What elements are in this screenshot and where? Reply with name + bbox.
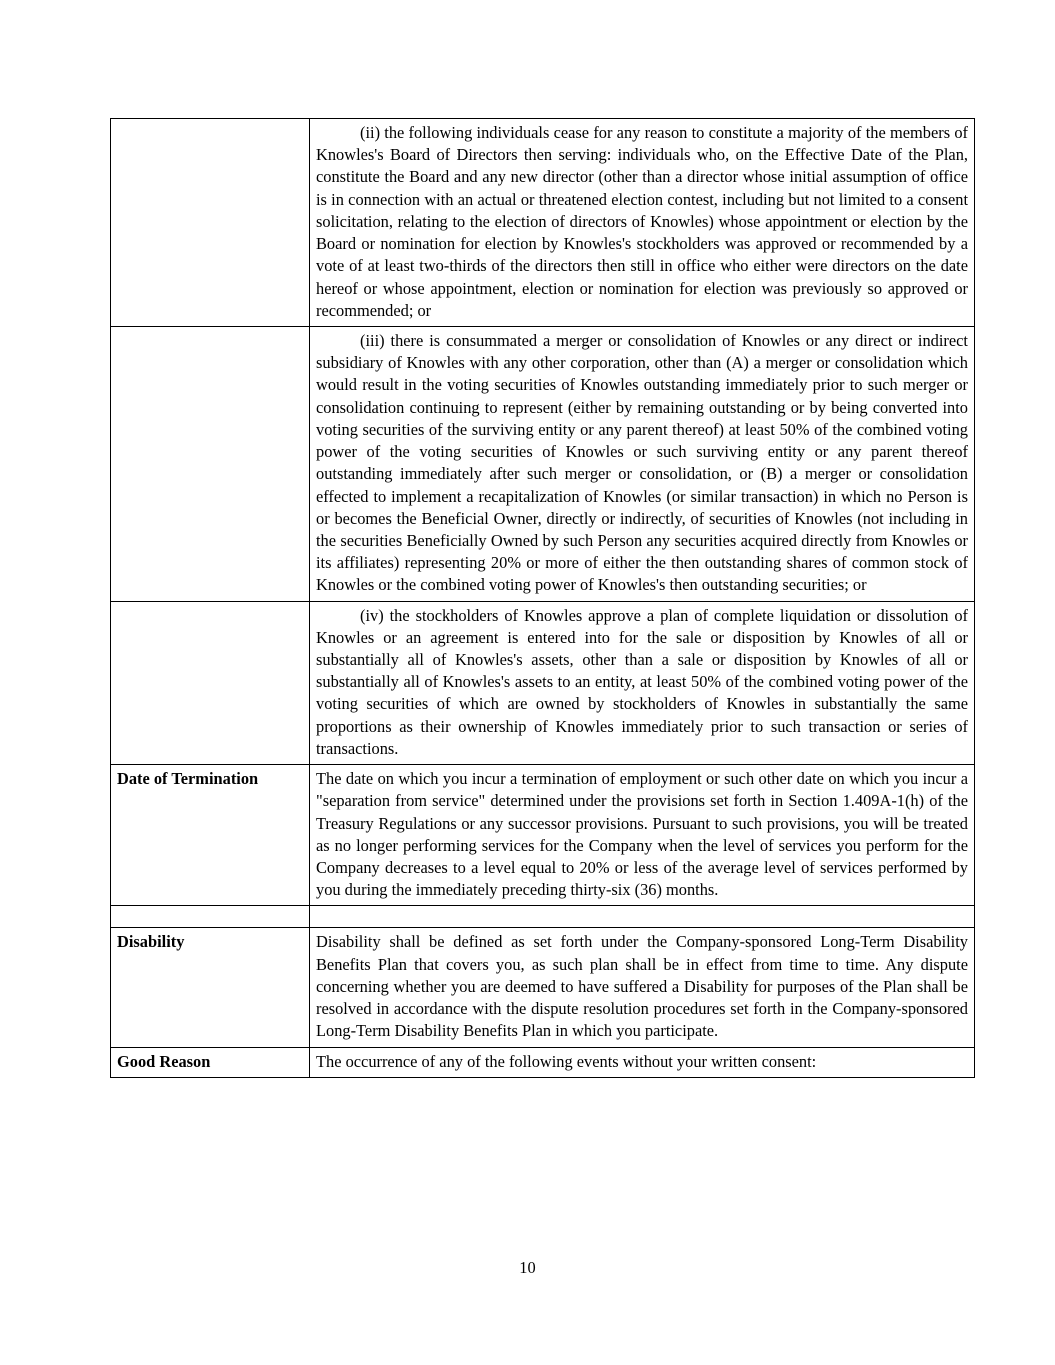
row-body (310, 601, 975, 765)
table-row (111, 928, 975, 1047)
row-paragraph: The date on which you incur a termination of employment or such other date on which you incur a "separation from service" determined under the provisions set forth in Section 1.409A-1(h) of the Treasury Regulations or any successor provisions. Pursuant to such provisions, you will be treated as no longer performing services for the Company when the level of services you perform for the Company decreases to a level equal to 20% or less of the average level of services performed by you during the immediately preceding thirty-six (36) months. (316, 769, 968, 900)
table-row (111, 765, 975, 906)
row-paragraph (316, 330, 968, 597)
row-body (310, 119, 975, 327)
row-label-good-reason: Good Reason (111, 1047, 310, 1077)
table-row (111, 326, 975, 601)
row-paragraph (316, 605, 968, 761)
row-paragraph (316, 122, 968, 322)
row-text: (iii) there is consummated a merger or consolidation of Knowles or any direct or indirect subsidiary of Knowles with any other corporation, other than (A) a merger or consolidation which would result in the voting securities of Knowles outstanding immediately prior to such merger or consolidation continuing to represent (either by remaining outstanding or by being converted into voting securities of the surviving entity or any parent thereof) at least 50% of the combined voting power of the voting securities of Knowles or such surviving entity or any parent thereof outstanding immediately after such merger or consolidation, or (B) a merger or consolidation effected to implement a recapitalization of Knowles (or similar transaction) in which no Person is or becomes the Beneficial Owner, directly or indirectly, of securities of Knowles (not including in the securities Beneficially Owned by such Person any securities acquired directly from Knowles or its affiliates) representing 20% or more of either the then outstanding shares of common stock of Knowles or the combined voting power of Knowles's then outstanding securities; or (316, 330, 968, 595)
row-label (111, 119, 310, 327)
row-body (310, 928, 975, 1047)
table-row-spacer (111, 906, 975, 928)
row-body (310, 326, 975, 601)
row-label (111, 601, 310, 765)
row-label (111, 326, 310, 601)
table-row (111, 119, 975, 327)
table-row (111, 1047, 975, 1077)
page-number: 10 (519, 1258, 536, 1277)
row-label-date-of-termination: Date of Termination (111, 765, 310, 906)
row-label-disability: Disability (111, 928, 310, 1047)
row-body (310, 1047, 975, 1077)
row-paragraph: Disability shall be defined as set forth under the Company-sponsored Long-Term Disability Benefits Plan that covers you, as such plan shall be in effect from time to time. Any dispute concerning whether you are deemed to have suffered a Disability for purposes of the Plan shall be resolved in accordance with the dispute resolution procedures set forth in the Company-sponsored Long-Term Disability Benefits Plan in which you participate. (316, 932, 968, 1041)
row-paragraph: The occurrence of any of the following events without your written consent: (316, 1051, 817, 1071)
row-text: (iv) the stockholders of Knowles approve a plan of complete liquidation or dissolution of Knowles or an agreement is entered into for the sale or disposition by Knowles of all or substantially all of Knowles's assets, other than a sale or disposition by Knowles of all or substantially all of Knowles's assets to an entity, at least 50% of the combined voting power of the voting securities of which are owned by stockholders of Knowles in substantially the same proportions as their ownership of Knowles immediately prior to such transaction or series of transactions. (316, 605, 968, 758)
row-label (111, 906, 310, 928)
row-body (310, 765, 975, 906)
row-body (310, 906, 975, 928)
table-row (111, 601, 975, 765)
definitions-table (110, 118, 975, 1078)
row-text: (ii) the following individuals cease for any reason to constitute a majority of the members of Knowles's Board of Directors then serving: individuals who, on the Effective Date of the Plan, constitute the Board and any new director (other than a director whose initial assumption of office is in connection with an actual or threatened election contest, including but not limited to a consent solicitation, relating to the election of directors of Knowles) whose appointment or election by the Board or nomination for election by Knowles's stockholders was approved or recommended by a vote of at least two-thirds of the directors then still in office who either were directors on the date hereof or whose appointment, election or nomination for election was previously so approved or recommended; or (316, 123, 968, 320)
